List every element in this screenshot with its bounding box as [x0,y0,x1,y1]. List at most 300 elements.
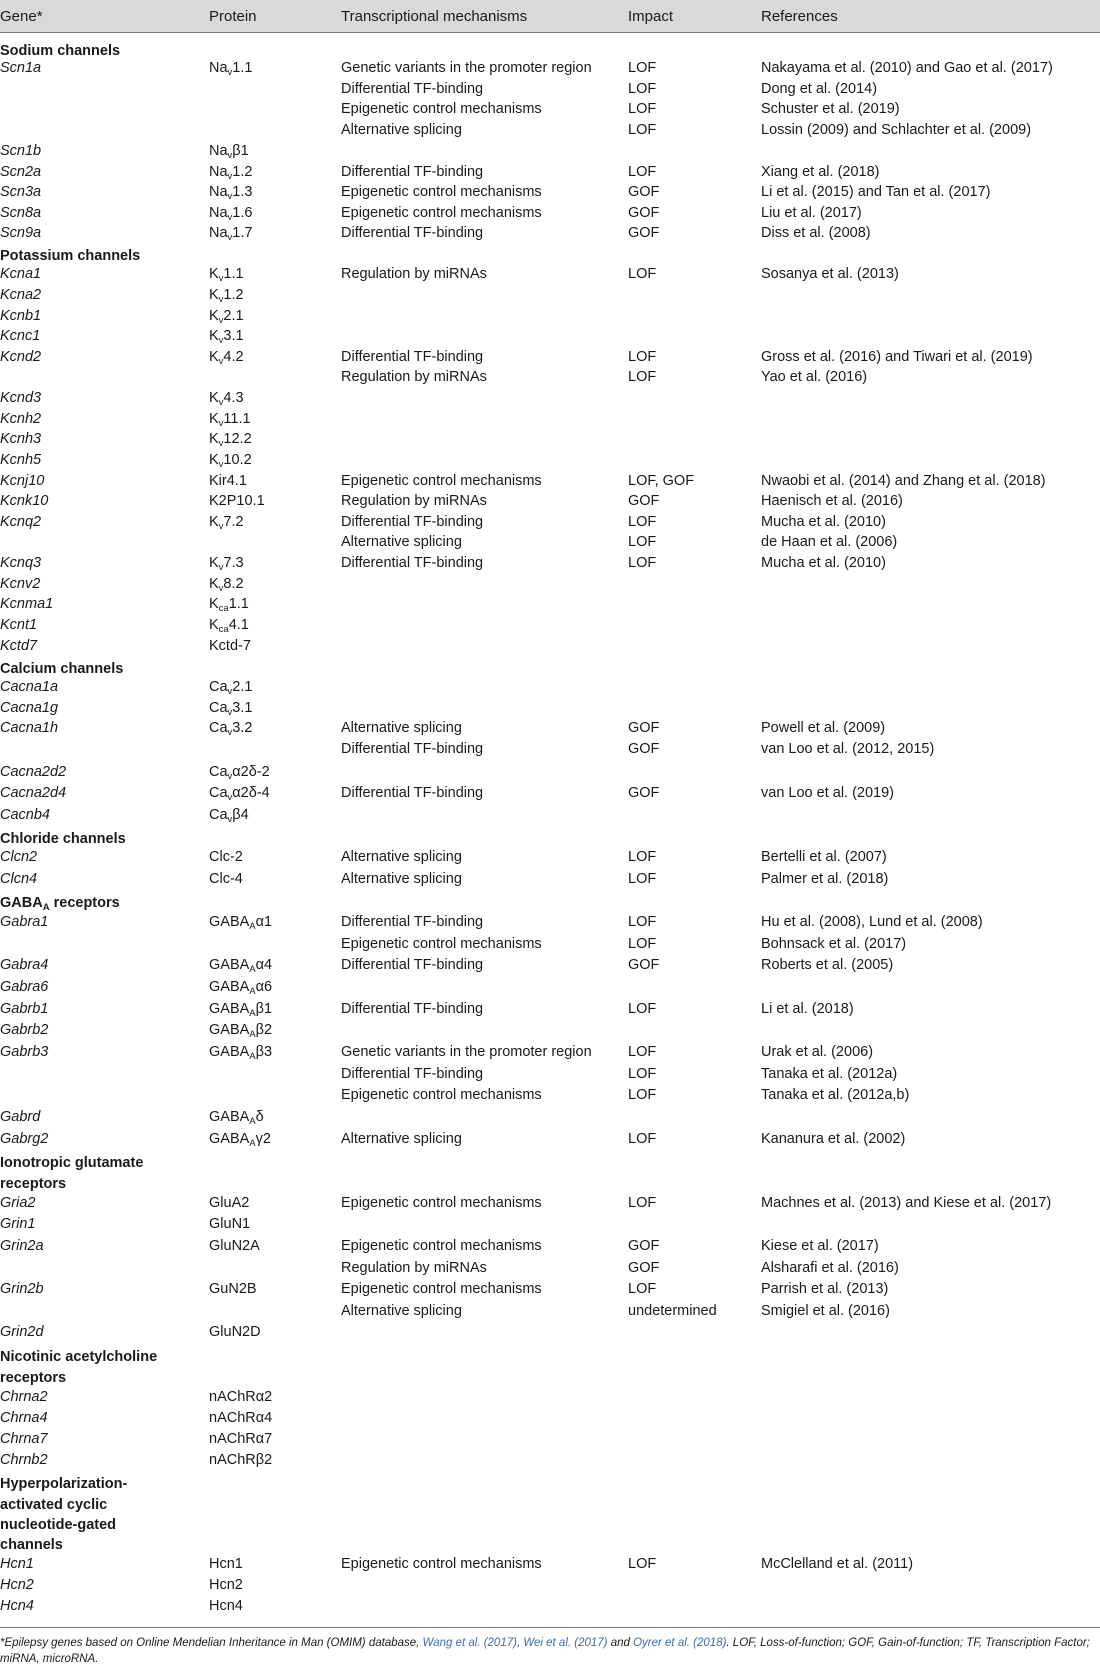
gene-cell: Gabra1 [0,914,49,930]
header-rule [0,32,1100,33]
protein-text: K [209,328,219,344]
mechanism-cell: Alternative splicing [341,122,462,138]
mechanism-cell: Differential TF-binding [341,514,484,530]
protein-text: 3.2 [232,720,253,736]
protein-text: 12.2 [223,431,252,447]
gene-cell: Scn8a [0,205,42,221]
protein-cell [209,183,252,202]
header-protein: Protein [209,8,257,25]
protein-text: Ca [209,700,228,716]
impact-cell: LOF [628,871,657,887]
footnote-citation-link[interactable]: Oyrer et al. (2018) [633,1637,727,1649]
protein-text: K [209,617,219,633]
mechanism-cell: Epigenetic control mechanisms [341,1238,542,1254]
protein-cell [209,637,251,656]
gene-cell: Grin1 [0,1216,36,1232]
protein-cell [209,1215,250,1234]
protein-subscript: A [249,1051,256,1062]
gene-cell: Hcn2 [0,1577,34,1593]
protein-text: K [209,308,219,324]
section-heading: nucleotide-gated [0,1517,117,1533]
gene-cell: Kcnd3 [0,390,42,406]
protein-text: Hcn4 [209,1598,243,1614]
protein-text: K [209,287,219,303]
references-cell: Lossin (2009) and Schlachter et al. (2009) [761,122,1032,138]
mechanism-cell: Differential TF-binding [341,555,484,571]
gene-cell: Kcnc1 [0,328,41,344]
protein-text: Na [209,184,228,200]
impact-cell: LOF [628,1556,657,1572]
impact-cell: GOF [628,493,660,509]
protein-text: GABA [209,1001,250,1017]
header-impact: Impact [628,8,674,25]
protein-text: nAChRβ2 [209,1452,273,1468]
mechanism-cell: Epigenetic control mechanisms [341,205,542,221]
protein-text: K [209,349,219,365]
protein-cell [209,870,243,889]
protein-cell [209,1130,271,1149]
protein-text: 10.2 [223,452,252,468]
protein-text: 1.3 [232,184,253,200]
references-cell: Yao et al. (2016) [761,369,868,385]
gene-cell: Clcn2 [0,849,38,865]
impact-cell: GOF [628,205,660,221]
protein-cell [209,1555,243,1574]
gene-cell: Cacna2d2 [0,764,67,780]
section-heading: channels [0,1537,63,1553]
protein-text: δ [255,1109,264,1125]
gene-cell: Kcnma1 [0,596,54,612]
protein-cell [209,956,272,975]
impact-cell: LOF, GOF [628,473,695,489]
references-cell: van Loo et al. (2012, 2015) [761,741,935,757]
mechanism-cell: Genetic variants in the promoter region [341,1044,592,1060]
protein-text: GuN2B [209,1281,257,1297]
protein-cell [209,1280,257,1299]
section-heading-text: GABA [0,895,43,911]
mechanism-cell: Epigenetic control mechanisms [341,1195,542,1211]
gene-cell: Kcnk10 [0,493,49,509]
mechanism-cell: Alternative splicing [341,1303,462,1319]
impact-cell: GOF [628,957,660,973]
gene-cell: Gabrb2 [0,1022,49,1038]
protein-cell [209,913,272,932]
section-heading: Ionotropic glutamate [0,1155,144,1171]
protein-text: α2δ-4 [232,785,270,801]
protein-cell [209,1000,272,1019]
protein-text: Hcn1 [209,1556,243,1572]
protein-text: 2.1 [223,308,244,324]
impact-cell: LOF [628,266,657,282]
references-cell: McClelland et al. (2011) [761,1556,914,1572]
protein-text: GABA [209,1131,250,1147]
footnote-text: *Epilepsy genes based on Online Mendelian Inheritance in Man (OMIM) database, [0,1637,423,1649]
footer-rule [0,1627,1100,1628]
protein-text: α1 [255,914,273,930]
protein-text: GluN2D [209,1324,261,1340]
protein-cell [209,1576,243,1595]
protein-text: Kctd-7 [209,638,251,654]
protein-text: K [209,266,219,282]
gene-cell: Grin2a [0,1238,44,1254]
impact-cell: LOF [628,1001,657,1017]
protein-subscript: v [227,150,233,161]
protein-subscript: A [249,1116,256,1127]
protein-cell [209,678,252,697]
mechanism-cell: Epigenetic control mechanisms [341,1281,542,1297]
protein-subscript: A [249,986,256,997]
impact-cell: undetermined [628,1303,717,1319]
section-heading: receptors [0,1370,67,1386]
gene-cell: Hcn1 [0,1556,34,1572]
protein-text: 3.1 [232,700,253,716]
gene-cell: Kcnq2 [0,514,42,530]
references-cell: Li et al. (2015) and Tan et al. (2017) [761,184,991,200]
protein-text: α4 [255,957,273,973]
mechanism-cell: Differential TF-binding [341,957,484,973]
mechanism-cell: Regulation by miRNAs [341,493,487,509]
protein-subscript: v [218,397,224,408]
references-cell: de Haan et al. (2006) [761,534,898,550]
mechanism-cell: Epigenetic control mechanisms [341,1087,542,1103]
protein-cell [209,806,249,825]
impact-cell: LOF [628,1131,657,1147]
references-cell: Haenisch et al. (2016) [761,493,903,509]
protein-cell [209,410,251,429]
mechanism-cell: Regulation by miRNAs [341,369,487,385]
protein-cell [209,1043,272,1062]
protein-cell [209,595,249,614]
mechanism-cell: Alternative splicing [341,534,462,550]
references-cell: Urak et al. (2006) [761,1044,874,1060]
impact-cell: LOF [628,514,657,530]
protein-cell [209,1597,243,1616]
references-cell: Palmer et al. (2018) [761,871,889,887]
gene-cell: Kcnd2 [0,349,42,365]
impact-cell: LOF [628,122,657,138]
references-cell: Gross et al. (2016) and Tiwari et al. (2019) [761,349,1033,365]
protein-subscript: v [218,521,224,532]
protein-text: Ca [209,785,228,801]
protein-text: 4.3 [223,390,244,406]
protein-subscript: v [227,707,233,718]
impact-cell: GOF [628,1260,660,1276]
protein-cell [209,472,247,491]
protein-text: β3 [255,1044,273,1060]
footnote-citation-link[interactable]: Wang et al. (2017) [422,1637,517,1649]
references-cell: Li et al. (2018) [761,1001,854,1017]
protein-cell [209,784,270,803]
section-heading: Hyperpolarization- [0,1476,128,1492]
mechanism-cell: Differential TF-binding [341,914,484,930]
mechanism-cell: Alternative splicing [341,1131,462,1147]
protein-text: Ca [209,764,228,780]
protein-text: 1.7 [232,225,253,241]
protein-text: nAChRα4 [209,1410,273,1426]
mechanism-cell: Differential TF-binding [341,1066,484,1082]
protein-cell [209,1430,272,1449]
protein-subscript: A [249,1008,256,1019]
mechanism-cell: Differential TF-binding [341,225,484,241]
protein-subscript: v [227,792,233,803]
protein-subscript: v [218,335,224,346]
gene-cell: Cacna1g [0,700,59,716]
impact-cell: GOF [628,720,660,736]
impact-cell: LOF [628,1087,657,1103]
impact-cell: GOF [628,1238,660,1254]
protein-text: Na [209,164,228,180]
mechanism-cell: Differential TF-binding [341,1001,484,1017]
protein-text: K [209,452,219,468]
protein-subscript: ca [218,603,229,614]
protein-cell [209,286,244,305]
protein-text: GABA [209,1022,250,1038]
gene-cell: Kcnh5 [0,452,42,468]
protein-subscript: v [227,771,233,782]
protein-text: Clc-4 [209,871,243,887]
protein-text: K [209,596,219,612]
references-cell: Kananura et al. (2002) [761,1131,906,1147]
gene-cell: Chrna4 [0,1410,48,1426]
protein-cell [209,59,252,78]
gene-cell: Gabra4 [0,957,49,973]
impact-cell: LOF [628,164,657,180]
impact-cell: GOF [628,184,660,200]
gene-cell: Chrnb2 [0,1452,48,1468]
protein-text: Na [209,143,228,159]
section-heading: Sodium channels [0,43,121,59]
protein-text: Clc-2 [209,849,243,865]
protein-text: 7.2 [223,514,244,530]
protein-text: 11.1 [223,411,251,427]
protein-cell [209,327,244,346]
section-heading: Potassium channels [0,248,141,264]
references-cell: Powell et al. (2009) [761,720,886,736]
protein-text: GABA [209,979,250,995]
references-cell: Schuster et al. (2019) [761,101,900,117]
impact-cell: LOF [628,81,657,97]
references-cell: Dong et al. (2014) [761,81,878,97]
protein-text: GluN1 [209,1216,251,1232]
footnote-citation-link[interactable]: Wei et al. (2017) [523,1637,608,1649]
protein-cell [209,575,244,594]
protein-subscript: A [249,1138,256,1149]
protein-subscript: v [227,171,233,182]
protein-subscript: v [218,315,224,326]
section-heading: Chloride channels [0,831,126,847]
references-cell: Alsharafi et al. (2016) [761,1260,899,1276]
mechanism-cell: Epigenetic control mechanisms [341,101,542,117]
references-cell: Sosanya et al. (2013) [761,266,899,282]
protein-cell [209,1451,272,1470]
gene-cell: Kcnq3 [0,555,42,571]
protein-text: K [209,431,219,447]
protein-cell [209,763,270,782]
protein-text: 4.1 [228,617,249,633]
references-cell: Bohnsack et al. (2017) [761,936,907,952]
impact-cell: LOF [628,101,657,117]
protein-text: GluN2A [209,1238,260,1254]
protein-subscript: v [218,438,224,449]
protein-cell [209,224,252,243]
references-cell: van Loo et al. (2019) [761,785,895,801]
protein-text: K [209,411,219,427]
protein-subscript: A [249,964,256,975]
table-footnote [0,1636,1100,1667]
mechanism-cell: Differential TF-binding [341,81,484,97]
protein-subscript: v [218,294,224,305]
protein-text: GABA [209,914,250,930]
table-header-band [0,0,1100,32]
impact-cell: LOF [628,534,657,550]
protein-cell [209,616,249,635]
protein-text: α6 [255,979,273,995]
impact-cell: LOF [628,849,657,865]
protein-subscript: v [227,686,233,697]
references-cell: Hu et al. (2008), Lund et al. (2008) [761,914,983,930]
protein-text: γ2 [255,1131,271,1147]
protein-cell [209,307,244,326]
gene-cell: Cacna1a [0,679,59,695]
footnote-text: . LOF, Loss-of-function; GOF, Gain-of-function; TF, Transcription Factor; miRNA, microRNA. [0,1637,1090,1665]
protein-cell [209,204,252,223]
gene-cell: Cacnb4 [0,807,50,823]
references-cell: Machnes et al. (2013) and Kiese et al. (2017) [761,1195,1052,1211]
gene-cell: Grin2d [0,1324,44,1340]
references-cell: Kiese et al. (2017) [761,1238,879,1254]
gene-cell: Gabra6 [0,979,49,995]
protein-cell [209,451,252,470]
protein-text: K [209,576,219,592]
protein-text: β1 [232,143,249,159]
protein-text: Ca [209,720,228,736]
protein-text: K [209,514,219,530]
gene-cell: Gabrb3 [0,1044,49,1060]
gene-cell: Grin2b [0,1281,44,1297]
section-heading: Nicotinic acetylcholine [0,1349,158,1365]
mechanism-cell: Differential TF-binding [341,164,484,180]
protein-subscript: v [218,459,224,470]
references-cell: Mucha et al. (2010) [761,514,886,530]
mechanism-cell: Genetic variants in the promoter region [341,60,592,76]
mechanism-cell: Epigenetic control mechanisms [341,473,542,489]
protein-cell [209,978,272,997]
references-cell: Tanaka et al. (2012a,b) [761,1087,910,1103]
protein-subscript: v [227,212,233,223]
protein-text: K [209,555,219,571]
references-cell: Smigiel et al. (2016) [761,1303,890,1319]
impact-cell: GOF [628,785,660,801]
gene-cell: Kctd7 [0,638,38,654]
protein-cell [209,492,265,511]
protein-text: 1.2 [223,287,244,303]
impact-cell: LOF [628,914,657,930]
gene-cell: Kcnj10 [0,473,45,489]
protein-subscript: ca [218,624,229,635]
impact-cell: GOF [628,225,660,241]
impact-cell: LOF [628,936,657,952]
protein-text: GABA [209,1109,250,1125]
references-cell: Roberts et al. (2005) [761,957,894,973]
gene-cell: Scn1b [0,143,42,159]
protein-text: Na [209,225,228,241]
protein-text: K2P10.1 [209,493,265,509]
impact-cell: LOF [628,349,657,365]
protein-text: 2.1 [232,679,253,695]
gene-cell: Scn3a [0,184,42,200]
footnote-text: and [607,1637,634,1649]
protein-text: GABA [209,1044,250,1060]
protein-cell [209,848,243,867]
protein-cell [209,430,252,449]
mechanism-cell: Epigenetic control mechanisms [341,1556,542,1572]
protein-cell [209,719,252,738]
protein-subscript: v [218,418,224,429]
protein-text: 1.2 [232,164,253,180]
impact-cell: LOF [628,60,657,76]
gene-cell: Scn9a [0,225,42,241]
gene-cell: Scn1a [0,60,42,76]
protein-cell [209,1237,260,1256]
gene-cell: Cacna2d4 [0,785,67,801]
impact-cell: LOF [628,1044,657,1060]
protein-cell [209,1409,272,1428]
gene-cell: Kcnb1 [0,308,42,324]
gene-cell: Kcnh2 [0,411,42,427]
protein-cell [209,265,244,284]
protein-cell [209,554,244,573]
gene-cell: Gabrd [0,1109,41,1125]
header-references: References [761,8,838,25]
protein-subscript: v [227,191,233,202]
impact-cell: LOF [628,555,657,571]
protein-subscript: v [218,562,224,573]
protein-text: 4.2 [223,349,244,365]
impact-cell: LOF [628,1195,657,1211]
references-cell: Xiang et al. (2018) [761,164,880,180]
gene-cell: Kcnh3 [0,431,42,447]
mechanism-cell: Alternative splicing [341,720,462,736]
protein-subscript: A [249,921,256,932]
impact-cell: LOF [628,1281,657,1297]
protein-text: K [209,390,219,406]
protein-text: 8.2 [223,576,244,592]
protein-text: 1.1 [223,266,244,282]
protein-text: Na [209,60,228,76]
references-cell: Liu et al. (2017) [761,205,862,221]
references-cell: Parrish et al. (2013) [761,1281,889,1297]
references-cell: Nakayama et al. (2010) and Gao et al. (2017) [761,60,1053,76]
protein-text: 1.1 [228,596,249,612]
protein-cell [209,348,244,367]
references-cell: Nwaobi et al. (2014) and Zhang et al. (2018) [761,473,1046,489]
protein-cell [209,389,244,408]
protein-subscript: v [227,814,233,825]
protein-text: 1.1 [232,60,253,76]
section-heading: receptors [0,1176,67,1192]
mechanism-cell: Regulation by miRNAs [341,1260,487,1276]
gene-cell: Kcnt1 [0,617,38,633]
mechanism-cell: Differential TF-binding [341,349,484,365]
protein-cell [209,1021,272,1040]
references-cell: Mucha et al. (2010) [761,555,886,571]
protein-text: β4 [232,807,249,823]
protein-text: β2 [255,1022,273,1038]
protein-subscript: v [218,356,224,367]
mechanism-cell: Differential TF-binding [341,785,484,801]
protein-text: nAChRα7 [209,1431,273,1447]
protein-subscript: v [227,67,233,78]
